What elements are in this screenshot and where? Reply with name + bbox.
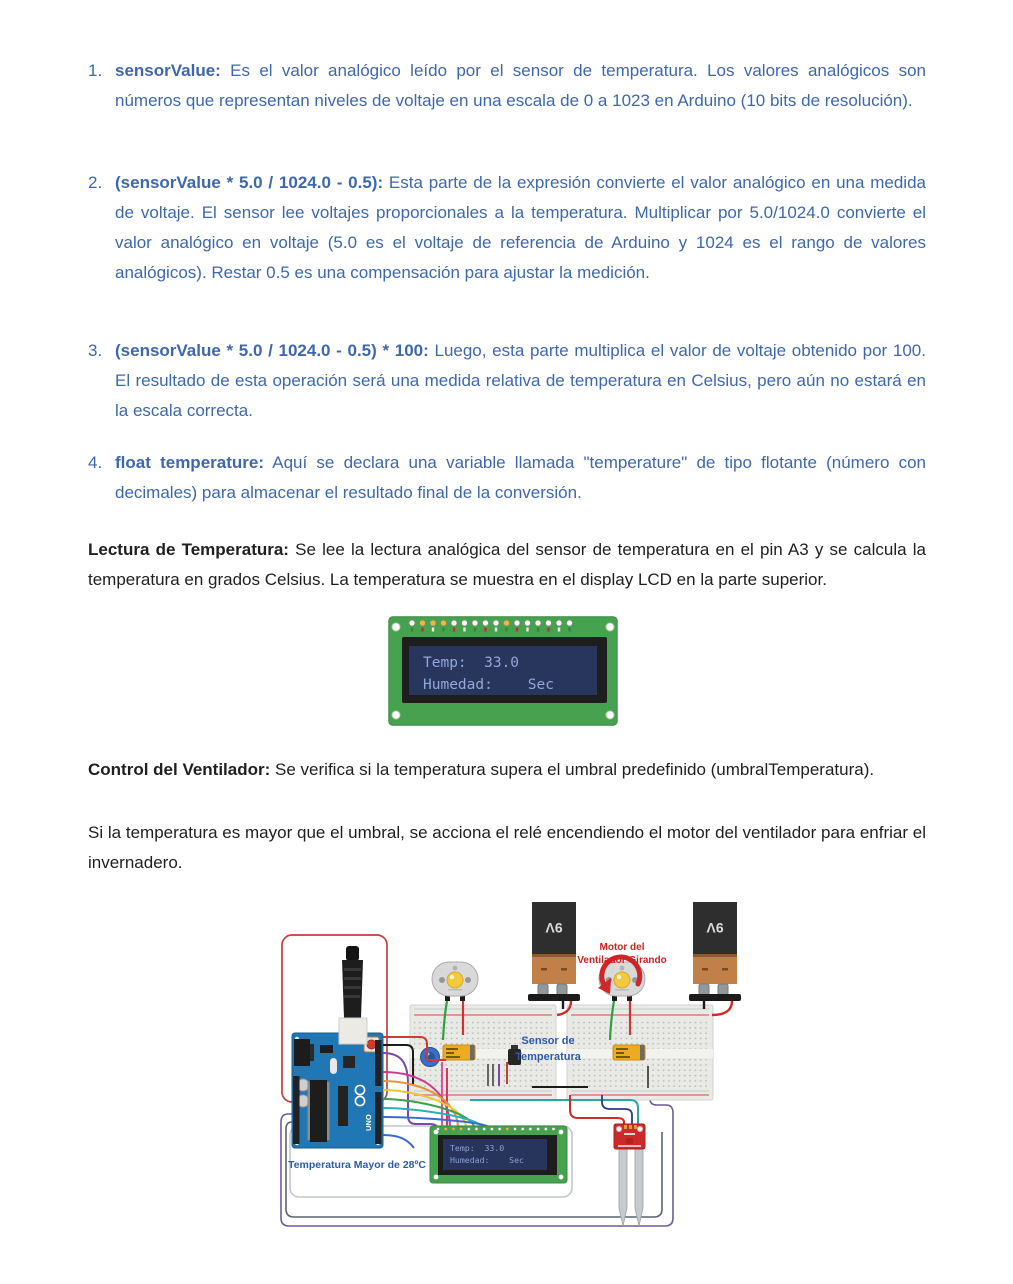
list-item-body: Esta parte de la expresión convierte el valor analógico en una medida de voltaje. El sensor lee voltajes proporcionales a la temperatura. Multiplicar por 5.0/1024.0 convierte el valor analógico en voltaje (5.0 es el voltaje de referencia de Arduino y 1024 es el rango de valores analógicos). Restar 0.5 es una compensación para ajustar la medición. xyxy=(115,173,926,282)
paragraph-lectura xyxy=(88,535,926,595)
battery-label: 9V xyxy=(706,920,724,936)
screw-hole-icon xyxy=(606,623,614,631)
screw-hole-icon xyxy=(392,711,400,719)
resistor-right xyxy=(613,1045,645,1060)
lcd-line1: Temp: 33.0 xyxy=(450,1143,505,1153)
soil-moisture-sensor xyxy=(614,1124,645,1226)
paragraph-body: Se lee la lectura analógica del sensor de temperatura en el pin A3 y se calcula la temperatura en grados Celsius. La temperatura se muestra en el display LCD en la parte superior. xyxy=(88,540,927,589)
screw-hole-icon xyxy=(392,623,400,631)
lcd-line1: Temp: 33.0 xyxy=(423,655,520,671)
battery-left xyxy=(528,902,580,1001)
lcd-line2: Humedad: Sec xyxy=(450,1155,524,1165)
lcd-line2: Humedad: Sec xyxy=(423,677,554,693)
usb-cable-icon xyxy=(339,946,367,1044)
list-item xyxy=(88,448,926,508)
list-item xyxy=(88,336,926,426)
resistor-left xyxy=(443,1045,475,1060)
sensor-caption-line1: Sensor de xyxy=(521,1035,575,1047)
list-item-text xyxy=(115,336,926,426)
paragraph-control xyxy=(88,755,926,785)
lcd-module-large xyxy=(388,616,618,726)
list-number: 4. xyxy=(88,453,103,472)
list-item-body: Luego, esta parte multiplica el valor de voltaje obtenido por 100. El resultado de esta operación será una medida relativa de temperatura en Celsius, pero aún no estará en la escala correcta. xyxy=(115,341,926,420)
arduino-board xyxy=(292,1033,383,1148)
battery-wire-red xyxy=(712,1001,732,1015)
motor-caption-line2: Ventilador Girando xyxy=(577,955,667,966)
list-item-lead: (sensorValue * 5.0 / 1024.0 - 0.5) * 100: xyxy=(115,341,429,360)
board-uno-text: UNO xyxy=(364,1114,373,1131)
list-item-body: Es el valor analógico leído por el sensor de temperatura. Los valores analógicos son números que representan niveles de voltaje en una escala de 0 a 1023 en Arduino (10 bits de resolución). xyxy=(115,61,926,110)
battery-right xyxy=(689,902,741,1001)
potentiometer xyxy=(421,1048,440,1067)
list-item-text xyxy=(115,448,926,508)
list-number: 1. xyxy=(88,61,103,80)
sensor-caption-line2: Temperatura xyxy=(515,1051,581,1063)
list-item-lead: float temperature: xyxy=(115,453,264,472)
motor-caption-line1: Motor del xyxy=(599,942,645,953)
motor-left xyxy=(432,962,478,1001)
paragraph-si-temperatura xyxy=(88,818,926,878)
circuit-diagram xyxy=(280,888,746,1240)
circuit-diagram-image xyxy=(280,888,746,1240)
lcd-module xyxy=(430,1126,567,1183)
list-item xyxy=(88,56,926,116)
list-number: 3. xyxy=(88,341,103,360)
paragraph-body: Si la temperatura es mayor que el umbral, se acciona el relé encendiendo el motor del ventilador para enfriar el invernadero. xyxy=(88,823,926,872)
list-item-text xyxy=(115,56,926,116)
screw-hole-icon xyxy=(606,711,614,719)
list-item-body: Aquí se declara una variable llamada "temperature" de tipo flotante (número con decimales) para almacenar el resultado final de la conversión. xyxy=(115,453,926,502)
paragraph-lead: Lectura de Temperatura: xyxy=(88,540,289,559)
list-number: 2. xyxy=(88,173,103,192)
paragraph-body: Se verifica si la temperatura supera el umbral predefinido (umbralTemperatura). xyxy=(275,760,875,779)
arduino-caption: Temperatura Mayor de 28ºC xyxy=(288,1159,426,1171)
paragraph-lead: Control del Ventilador: xyxy=(88,760,271,779)
list-item-lead: sensorValue: xyxy=(115,61,221,80)
list-item xyxy=(88,168,926,288)
list-item-lead: (sensorValue * 5.0 / 1024.0 - 0.5): xyxy=(115,173,384,192)
battery-label: 9V xyxy=(545,920,563,936)
lcd-display-image xyxy=(388,616,618,726)
list-item-text xyxy=(115,168,926,288)
